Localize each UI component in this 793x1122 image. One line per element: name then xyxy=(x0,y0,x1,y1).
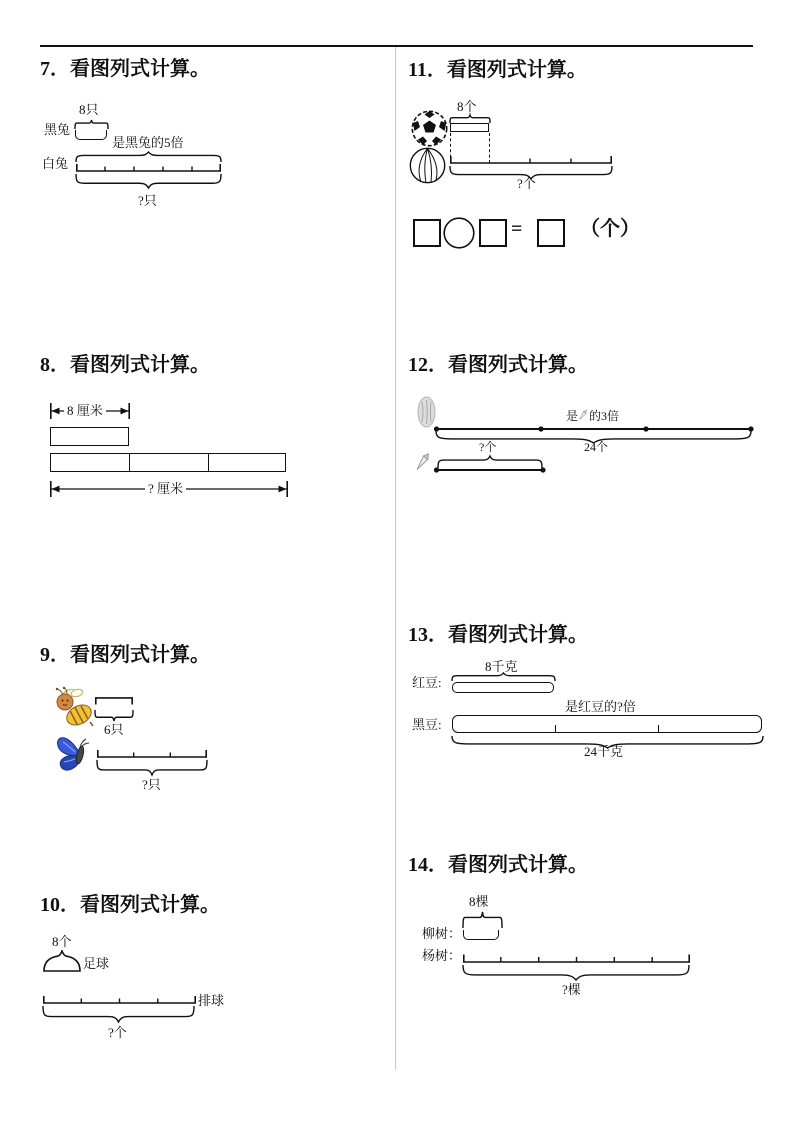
p10-count-label: 8个 xyxy=(52,934,72,949)
problem-10-title: 10．看图列式计算。 xyxy=(40,894,220,916)
problem-14-title: 14．看图列式计算。 xyxy=(408,854,588,876)
p9-question-label: ?只 xyxy=(142,777,161,792)
p7-white-rabbit-brace-top xyxy=(76,152,221,162)
p13-red-bean-label: 红豆: xyxy=(412,675,442,690)
p7-count-brace xyxy=(75,120,108,129)
p12-total-label: 24个 xyxy=(584,440,609,454)
cone-object-icon-inline xyxy=(579,407,588,422)
p11-count-brace xyxy=(450,115,490,123)
p13-relation-label: 是红豆的?倍 xyxy=(565,699,636,714)
p8-strip-divider-1 xyxy=(129,454,130,472)
p12-relation-prefix: 是 xyxy=(566,409,579,423)
problem-11-title: 11．看图列式计算。 xyxy=(408,59,587,81)
column-divider xyxy=(395,47,396,1070)
p12-relation-suffix: 的3倍 xyxy=(589,409,620,423)
p10-soccer-label: 足球 xyxy=(83,956,110,971)
p14-poplar-label: 杨树： xyxy=(422,948,462,963)
p9-bee-line xyxy=(95,697,133,705)
p7-white-rabbit-label: 白兔 xyxy=(42,156,69,171)
p11-question-label: ?个 xyxy=(517,176,536,191)
p12-relation-label xyxy=(566,407,619,424)
bee-icon xyxy=(53,686,93,728)
p9-total-brace xyxy=(97,760,207,775)
problem-12-title: 12．看图列式计算。 xyxy=(408,354,588,376)
p8-long-strip xyxy=(50,453,286,472)
p11-answer-box-3 xyxy=(537,219,565,247)
problem-8-title: 8．看图列式计算。 xyxy=(40,354,210,376)
p13-total-label: 24千克 xyxy=(584,744,624,759)
p13-bar-tick-2 xyxy=(658,725,659,733)
p11-unit-label: （个） xyxy=(580,218,640,240)
p10-soccer-dome xyxy=(43,950,81,972)
p7-black-rabbit-label: 黑兔 xyxy=(44,122,71,137)
p8-question-label: ? 厘米 xyxy=(145,482,186,497)
problem-13-title: 13．看图列式计算。 xyxy=(408,624,588,646)
p10-question-label: ?个 xyxy=(108,1025,127,1040)
p13-count-label: 8千克 xyxy=(485,659,518,674)
p10-volleyball-line xyxy=(43,994,196,1004)
p14-count-brace xyxy=(463,912,502,928)
p12-question-label: ?个 xyxy=(479,440,497,454)
p9-bee-brace xyxy=(95,710,133,721)
problem-9-title: 9．看图列式计算。 xyxy=(40,644,210,666)
p11-basketball-line xyxy=(450,154,612,164)
p9-butterfly-line xyxy=(97,748,207,758)
p7-question-label: ?只 xyxy=(138,193,157,208)
problem-7-title: 7．看图列式计算。 xyxy=(40,58,210,80)
p11-answer-box-2 xyxy=(479,219,507,247)
p10-total-brace xyxy=(43,1006,194,1022)
p7-count-label: 8只 xyxy=(79,102,99,117)
soccer-ball-icon xyxy=(411,110,448,147)
p10-volleyball-label: 排球 xyxy=(198,993,225,1008)
p14-total-brace xyxy=(463,965,689,980)
p11-operator-circle xyxy=(443,217,475,249)
butterfly-icon xyxy=(53,730,93,775)
p14-willow-label: 柳树： xyxy=(422,926,462,941)
p7-total-brace xyxy=(76,174,221,188)
p13-black-bean-label: 黑豆: xyxy=(412,717,442,732)
p7-white-rabbit-line xyxy=(76,162,221,172)
p8-short-strip xyxy=(50,427,129,446)
top-rule xyxy=(40,45,753,47)
p13-red-bean-bar xyxy=(452,682,554,693)
p11-answer-box-1 xyxy=(413,219,441,247)
p7-relation-label: 是黑兔的5倍 xyxy=(112,135,184,150)
basketball-icon xyxy=(409,147,446,184)
p9-count-label: 6只 xyxy=(104,722,124,737)
p8-length-label: 8 厘米 xyxy=(64,404,106,419)
p14-count-label: 8棵 xyxy=(469,894,489,909)
p14-question-label: ?棵 xyxy=(562,982,581,997)
p14-poplar-line xyxy=(463,952,690,963)
p11-count-label: 8个 xyxy=(457,99,477,114)
p7-black-rabbit-bar xyxy=(75,130,107,140)
p13-count-brace xyxy=(452,673,555,681)
p11-soccer-bar xyxy=(450,123,489,132)
cone-object-icon xyxy=(416,450,431,472)
p13-black-bean-bar xyxy=(452,715,762,733)
p12-short-line xyxy=(434,465,546,475)
p13-bar-tick-1 xyxy=(555,725,556,733)
p11-equals-sign: = xyxy=(511,218,523,240)
p8-strip-divider-2 xyxy=(208,454,209,472)
p14-willow-bar xyxy=(463,930,499,940)
